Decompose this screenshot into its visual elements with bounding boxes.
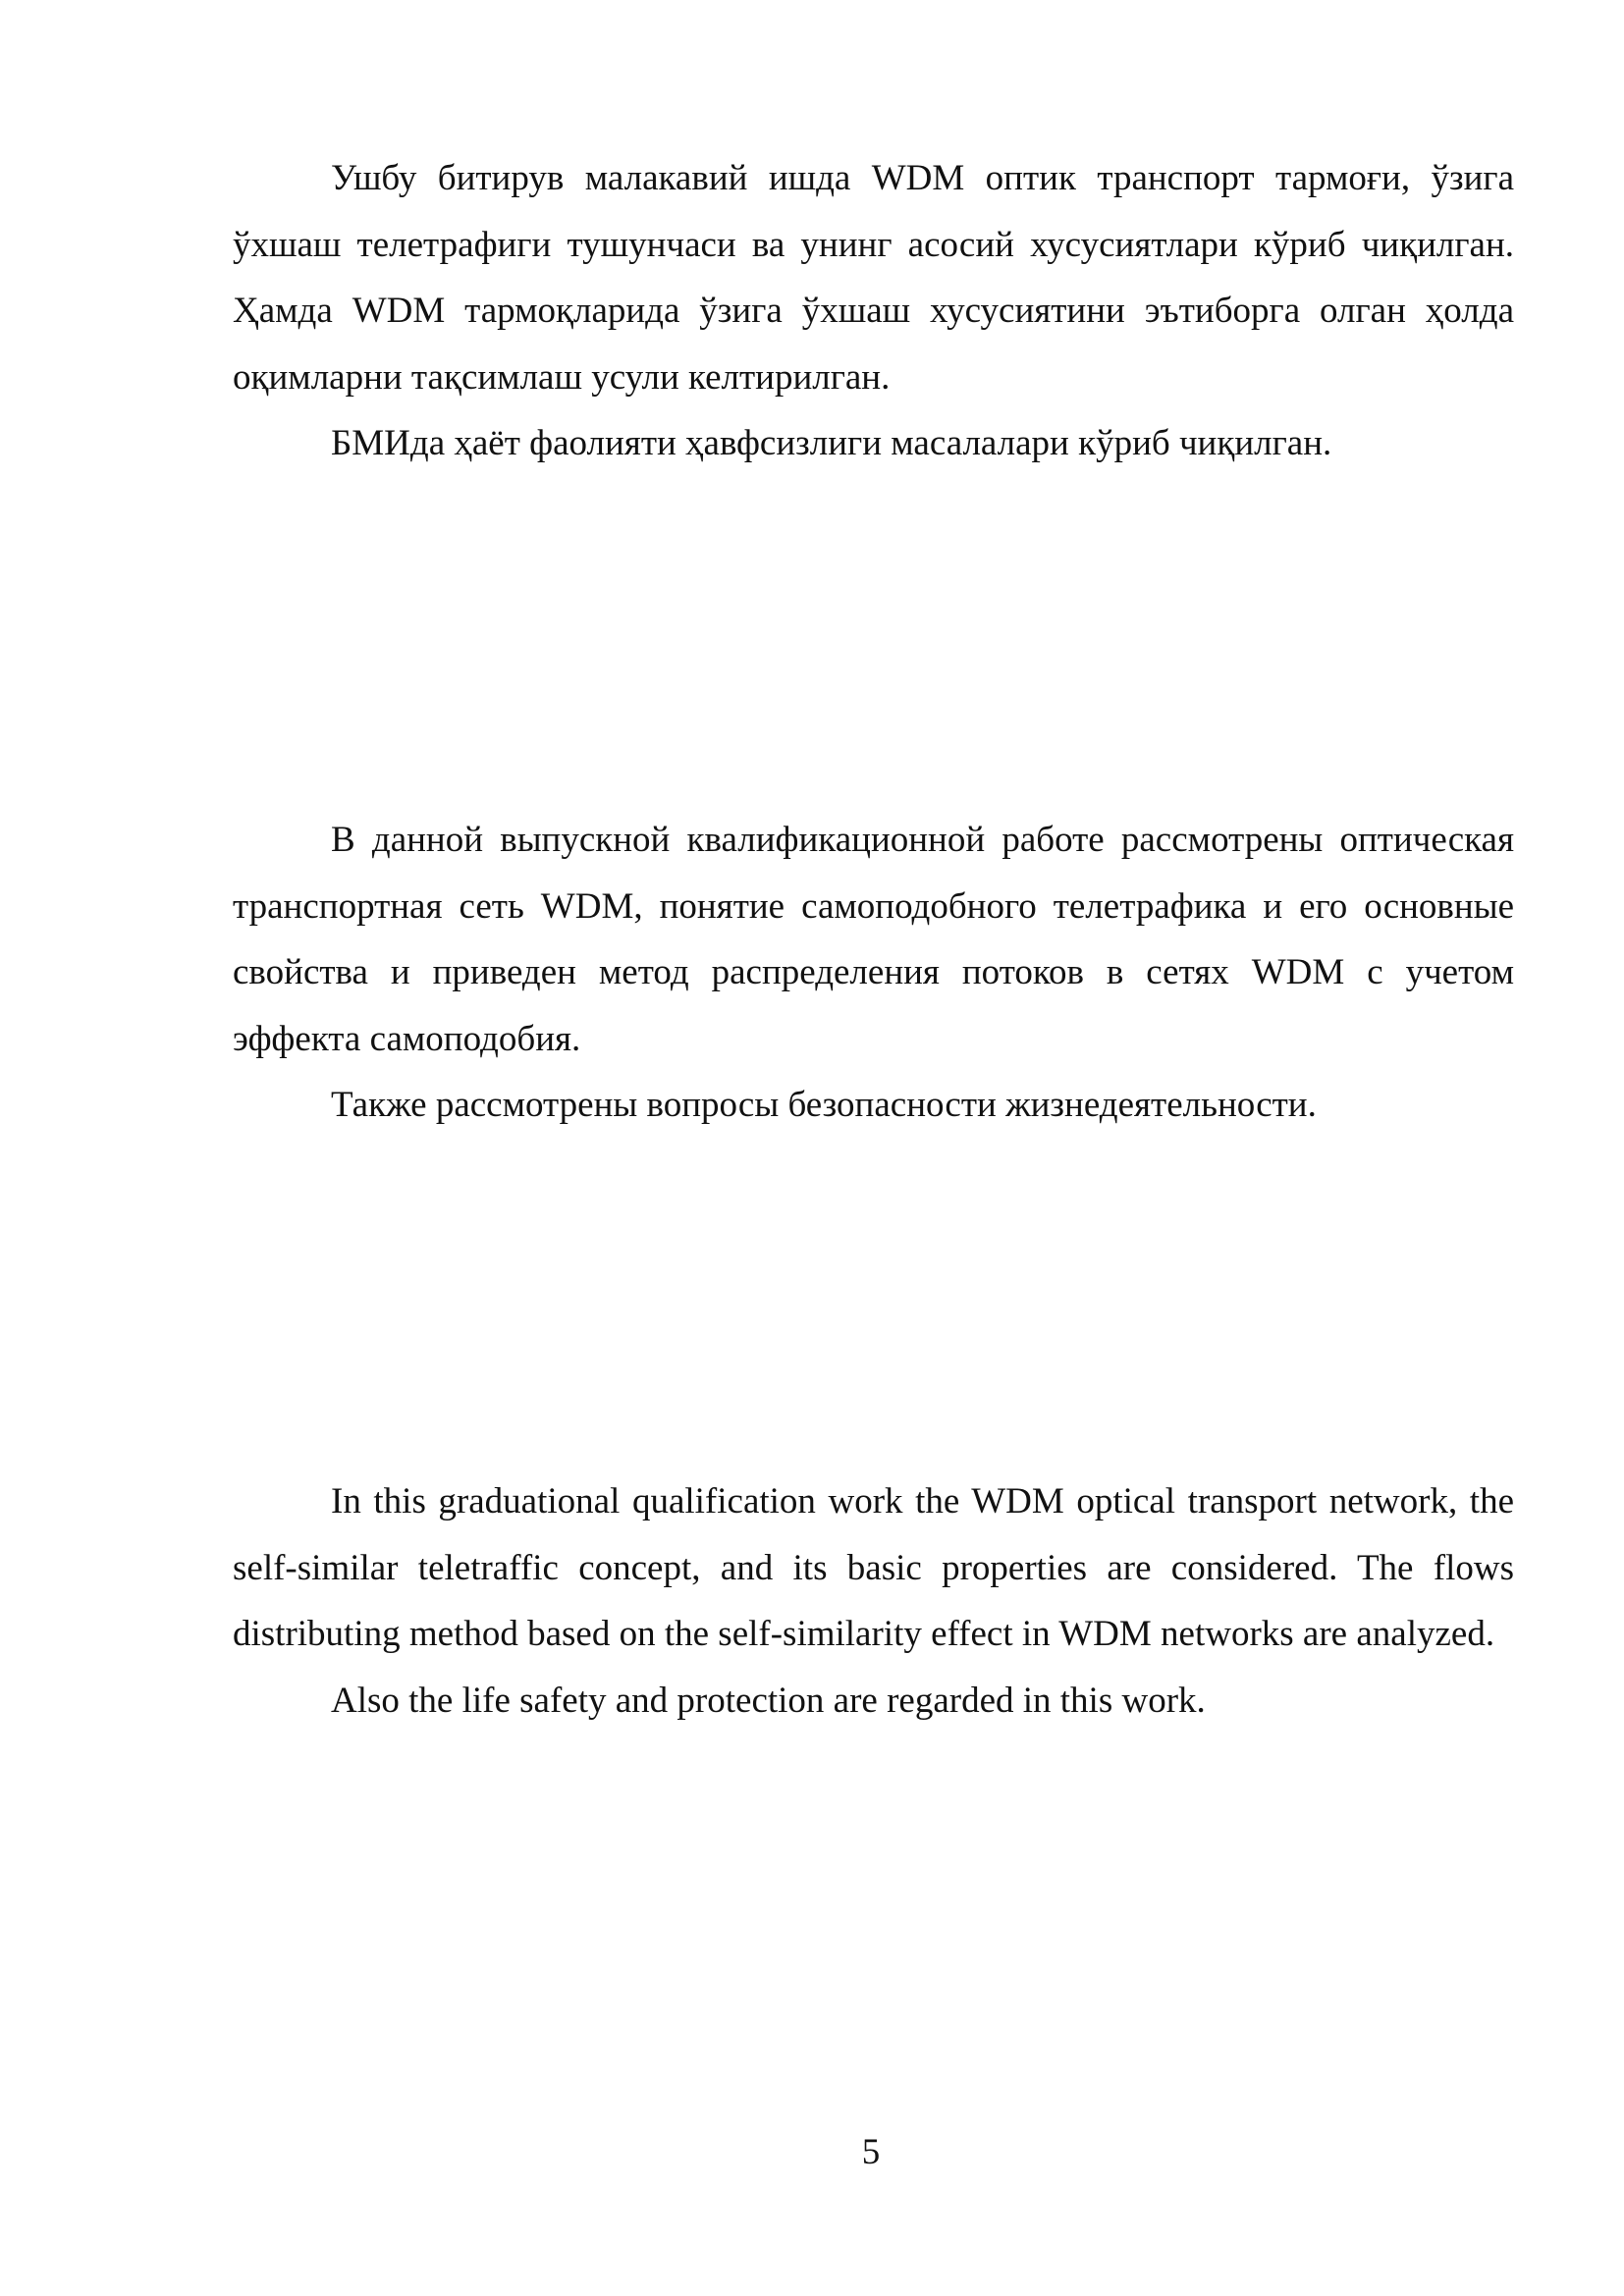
abstract-english <box>233 1468 1514 1734</box>
abstract-russian-paragraph-1: В данной выпускной квалификационной работе рассмотрены оптическая транспортная сеть WDM, понятие самоподобного телетрафика и его основные свойства и приведен метод распределения потоков в сетях WDM с учетом эффекта самоподобия. <box>233 820 1514 1059</box>
abstract-english-paragraph-1: In this graduational qualification work the WDM optical transport network, the self-similar teletraffic concept, and its basic properties are considered. The flows distributing method based on the self-similarity effect in WDM networks are analyzed. <box>233 1481 1514 1654</box>
abstract-russian-paragraph-2: Также рассмотрены вопросы безопасности жизнедеятельности. <box>331 1085 1317 1125</box>
abstract-uzbek-paragraph-2: БМИда ҳаёт фаолияти ҳавфсизлиги масалалари кўриб чиқилган. <box>331 423 1332 463</box>
page-number: 5 <box>861 2132 881 2172</box>
abstract-uzbek-paragraph-1: Ушбу битирув малакавий ишда WDM оптик транспорт тармоғи, ўзига ўхшаш телетрафиги тушунчаси ва унинг асосий хусусиятлари кўриб чиқилган. Ҳамда WDM тармоқларида ўзига ўхшаш хусусиятини эътиборга олган ҳолда оқимларни тақсимлаш усули келтирилган. <box>233 158 1514 398</box>
abstract-uzbek <box>233 145 1514 477</box>
abstract-english-paragraph-2: Also the life safety and protection are regarded in this work. <box>331 1680 1206 1721</box>
abstract-russian <box>233 807 1514 1139</box>
